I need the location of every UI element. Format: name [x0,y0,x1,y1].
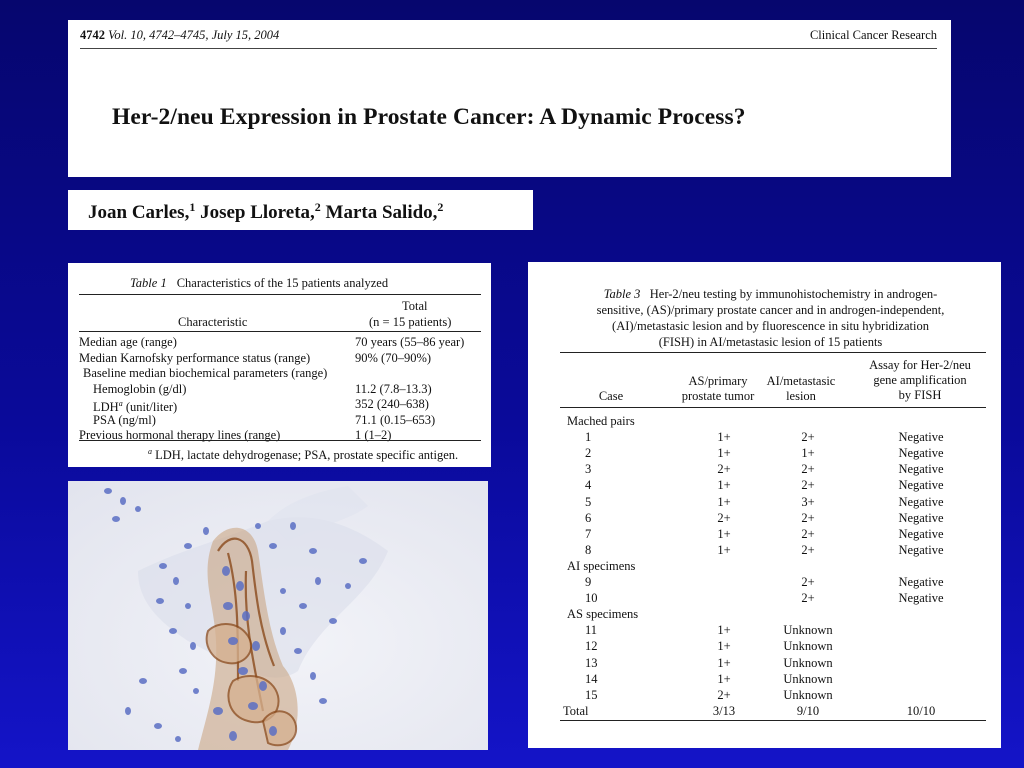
table3-case-cell: 10 [585,591,598,606]
table3-ai-cell: 2+ [801,462,815,477]
table1-total-cell: 1 (1–2) [355,428,392,442]
table3-ai-cell: Unknown [783,639,833,654]
table1-characteristic-cell: PSA (ng/ml) [93,412,156,427]
table-row [563,477,1003,493]
article-title: Her-2/neu Expression in Prostate Cancer: A Dynamic Process? [112,104,746,130]
caption-line: (AI)/metastasic lesion and by fluorescence in situ hybridization [612,319,929,333]
table3-case-cell: 5 [585,494,592,509]
table3-fish-cell: Negative [898,526,944,541]
table-row [563,510,1003,526]
table3-case-cell: 12 [585,639,598,654]
table3-ai-cell: Unknown [783,655,833,670]
table-row [563,574,1003,590]
page-number: 4742 [80,28,105,42]
table-row [563,671,1003,687]
table3-group-label: AI specimens [567,558,636,573]
table3-group-label: Mached pairs [567,414,635,428]
table1-header-total: Total [402,299,428,313]
table3-ai-cell: 2+ [801,430,815,445]
table3-total-ai-cell: 9/10 [796,703,820,718]
table3-case-cell: 13 [585,655,598,670]
table3-fish-cell: Negative [898,542,944,557]
table-row [79,413,481,427]
table3-total-case-cell: Total [563,703,589,718]
table3-ai-cell: 2+ [801,478,815,493]
table3-fish-cell: Negative [898,591,944,606]
running-header [80,28,937,49]
table-row [563,429,1003,445]
table-row [79,335,481,349]
table3-ai-cell: 2+ [801,510,815,525]
table3-as-cell: 2+ [717,510,731,525]
table3-fish-cell: Negative [898,430,944,445]
table1-characteristic-cell: Median Karnofsky performance status (range) [79,350,311,365]
table1-characteristic-cell: Previous hormonal therapy lines (range) [79,428,281,442]
running-header-citation [80,28,279,42]
table3-fish-cell: Negative [898,494,944,509]
table-row [79,382,481,396]
table-row [563,655,1003,671]
authors-panel [68,190,533,230]
table-row [563,590,1003,606]
table3-as-cell: 1+ [717,623,731,638]
table3-ai-cell: 2+ [801,575,815,589]
table3-ai-cell: Unknown [783,687,833,702]
table1-header-characteristic: Characteristic [178,315,248,329]
table3-header-case: Case [598,389,624,403]
table3-as-cell: 1+ [717,494,731,509]
table-row [563,445,1003,461]
table3-fish-cell: Negative [898,575,944,589]
table1-characteristic-cell: Median age (range) [79,335,177,349]
table3-fish-cell: Negative [898,478,944,493]
table3-as-cell: 1+ [717,446,731,461]
footnote-mark: a [148,447,152,456]
table3-as-cell: 1+ [717,526,731,541]
table3-fish-cell: Negative [898,446,944,461]
table-row [563,622,1003,638]
table3-ai-cell: 3+ [801,494,815,509]
table-rule [560,720,986,721]
table3-group-label: AS specimens [567,607,639,622]
journal-name: Clinical Cancer Research [809,28,937,42]
table3-total-fish-cell: 10/10 [906,703,936,718]
table3-case-cell: 2 [585,446,592,461]
table-row [563,461,1003,477]
table3-ai-cell: Unknown [783,671,833,686]
footnote-mark: a [118,399,123,408]
table3-case-cell: 3 [585,462,592,477]
caption-line: (FISH) in AI/metastasic lesion of 15 patients [658,335,883,349]
table3-ai-cell: 2+ [801,542,815,557]
table3-total-row [563,703,1003,719]
table1-total-cell: 352 (240–638) [355,397,429,411]
table3-fish-cell: Negative [898,462,944,477]
title-panel [68,20,951,177]
table-rule [560,352,986,353]
table3-case-cell: 15 [585,687,598,702]
table1-header-n: (n = 15 patients) [369,315,452,329]
author-affiliation: 2 [437,200,444,214]
caption-line: sensitive, (AS)/primary prostate cancer and in androgen-independent, [596,303,945,317]
table3-panel [528,262,1001,748]
table3-case-cell: 8 [585,542,592,557]
table3-label: Table 3 [603,287,641,301]
table3-ai-cell: 2+ [801,526,815,541]
table3-caption [558,286,983,350]
author-name: Marta Salido, [325,202,438,223]
table-row [563,542,1003,558]
table3-header-ai: AI/metastasic lesion [766,374,836,403]
table-row [563,687,1003,703]
table3-case-cell: 6 [585,510,592,525]
table-row [79,366,481,380]
table3-case-cell: 1 [585,430,592,445]
table3-case-cell: 9 [585,575,592,589]
table3-case-cell: 14 [585,671,598,686]
table-row [79,351,481,365]
table-row [563,494,1003,510]
table-row [563,526,1003,542]
table3-case-cell: 7 [585,526,592,541]
table3-fish-cell: Negative [898,510,944,525]
caption-line: Table 3 Her-2/neu testing by immunohistochemistry in androgen- [603,287,938,301]
table3-as-cell: 1+ [717,542,731,557]
table-rule [79,440,481,441]
volume-citation: Vol. 10, 4742–4745, July 15, 2004 [108,28,280,42]
table-rule [79,294,481,295]
table1-total-cell: 90% (70–90%) [355,350,432,365]
table1-characteristic-cell: Hemoglobin (g/dl) [93,381,187,396]
table3-total-as-cell: 3/13 [712,703,736,718]
table1-characteristic-cell: Baseline median biochemical parameters (range) [83,366,328,380]
table3-as-cell: 1+ [717,671,731,686]
author-affiliation: 2 [314,200,321,214]
table1-characteristic-cell: LDH$^a$ (unit/liter) [93,399,178,415]
author-name: Joan Carles, [88,202,190,223]
table3-as-cell: 1+ [717,655,731,670]
table3-as-cell: 1+ [717,639,731,654]
ihc-stain-image [68,481,488,750]
table1-total-cell: 11.2 (7.8–13.3) [355,381,432,396]
table3-case-cell: 11 [585,623,598,638]
table3-as-cell: 1+ [717,430,731,445]
table3-as-cell: 1+ [717,478,731,493]
table-rule [79,331,481,332]
cell-unit: (unit/liter) [122,400,178,415]
table-row [79,397,481,415]
table1-footnote [148,447,458,463]
table-row [563,638,1003,654]
table1-panel [68,263,491,467]
footnote-text: LDH, lactate dehydrogenase; PSA, prostate specific antigen. [152,448,459,463]
author-name: Josep Lloreta, [200,202,315,223]
author-list [88,202,443,224]
table1-label: Table 1 [130,276,167,290]
table3-case-cell: 4 [585,478,592,493]
table3-ai-cell: 1+ [801,446,815,461]
table-rule [560,407,986,408]
table3-ai-cell: Unknown [783,623,833,638]
table1-total-cell: 70 years (55–86 year) [355,335,465,349]
table1-caption-text: Characteristics of the 15 patients analyzed [176,276,389,290]
table1-total-cell: 71.1 (0.15–653) [355,412,436,427]
author-affiliation: 1 [189,200,196,214]
histology-micrograph [68,481,488,750]
table3-as-cell: 2+ [717,687,731,702]
table3-ai-cell: 2+ [801,591,815,606]
table3-as-cell: 2+ [717,462,731,477]
table3-header-fish: Assay for Her-2/neu gene amplification by FISH [869,358,971,402]
table3-header-as: AS/primary prostate tumor [681,374,755,403]
table1-caption [130,276,388,291]
